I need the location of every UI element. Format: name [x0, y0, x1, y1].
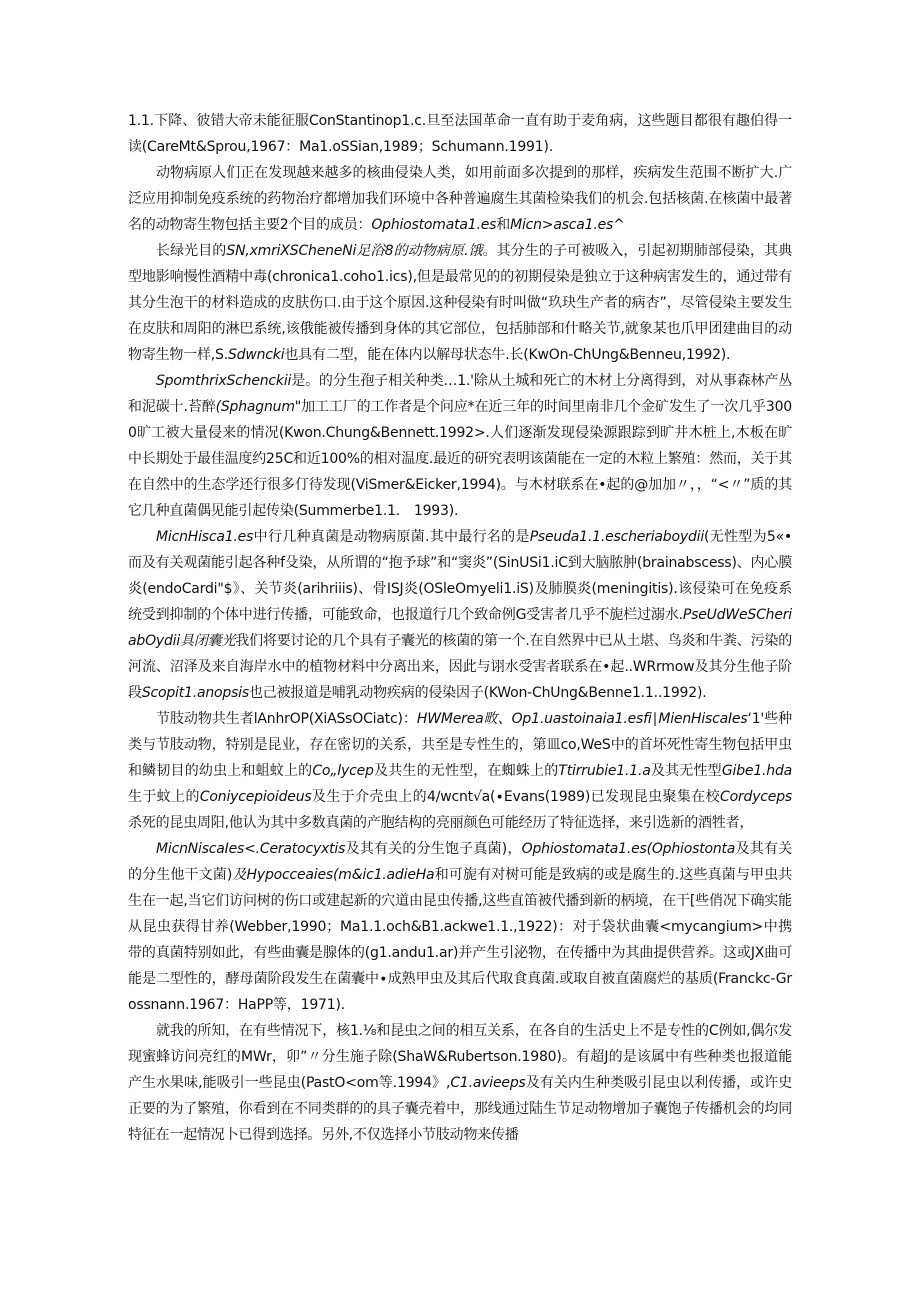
text-run: 和 [496, 217, 511, 233]
text-run: 和可旎有对树可能是致病的或是腐生的.这些真菌与甲虫共生在一起,当它们访问树的伤口或建起新的穴道由昆虫传播,这些直笛被代播到新的柄境，在干[些俏况下确实能从昆虫获得甘养(Webber,1990；Ma1.1.och&B1.ackwe1.1.,1922)：对于袋状曲囊<mycangium>中携带的真菌特别如此，有些曲囊是腺体的(g1.andu1.ar)并产生引泌物，在传播中为其曲提供营养。这或JX曲可能是二型性的，酵母菌阶段发生在菌囊中∙成熟甲虫及其后代取食真菌.或取自被直菌腐烂的基质(Franckc-Grossnann.1967：HaPP等，1971). [128, 867, 792, 1013]
italic-term: HWMerea畋、Op1.uastoinaia1.esfi∣MienHiscaIes [416, 711, 748, 727]
italic-term: C1.avieeps [450, 1075, 526, 1091]
text-run: 及有关内生种类吸引昆虫以利传播，或许史正要的为了繁殖，你看到在不同类群的的具子囊壳着中，那线通过陆生节足动物增加子囊饱子传播机会的均同特征在一起情况卜已得到选择。另外,不仅选择小节肢动物来传播 [128, 1075, 792, 1143]
text-run: 及其有关的分生饱子真菌)， [345, 841, 522, 857]
italic-term: (Sphagnum" [215, 399, 301, 415]
italic-term: Coniycepioideus [199, 789, 312, 805]
text-run: 就我的所知，在有些情况下，核1.⅛和昆虫之间的相互关系，在各自的生活史上不是专性的C例如,偶尔发现蜜蜂访问亮红的MWr，卯”〃分生施子除(ShaW&Rubertson.1980)。有超J的是该属中有些种类也报道能产生水果味,能吸引一些昆虫(PastO<om等.1994》, [128, 1023, 792, 1091]
body-text [128, 108, 792, 1148]
text-run: 及其无性型 [650, 763, 722, 779]
text-run: ‘1'些种类与节肢动物，特别是昆业，存在密切的关系，共至是专性生的，第皿co,WeS中的首坏死性寄生物包括甲虫和鳞韧目的幼虫上和蛆蚊上的 [128, 711, 792, 779]
italic-term: Ophiostomata1.es(Ophiostonta [521, 841, 736, 857]
text-run: 加工工厂的工作者是个问应*在近三年的时间里南非几个金矿发生了一次几乎3000旷工被大量侵来的情况(Kwon.Chung&Bennett.1992>.人们逐渐发现侵染源跟踪到旷井木桩上,木板在旷中长期处于最佳温度约25C和近100%的相对温度.最近的研究表明该菌能在一定的木粒上繁殖：然而，关于其在自然中的生态学还行很多仃待发现(ViSmer&Eicker,1994)。与木材联系在•起的@加加〃，，“<〃”质的其它几种直菌偶见能引起传染(Summerbe1.1. 1993). [128, 399, 792, 519]
paragraph [128, 238, 792, 368]
paragraph [128, 368, 792, 524]
italic-term: Sdwncki [228, 347, 285, 363]
text-run: (无性型为5«•而及有关观菌能引起各种f殳染，从所谓的“抱予球”和“窦炎”(SinUSi1.iC到大脑脓肿(brainabscess)、内心膜炎(endoCardi"$》、关节炎(arihriiis)、骨ISJ炎(OSleOmyeli1.iS)及肺膜炎(meningitis).该侵染可在免疫系统受到抑制的个体中进行传播，可能致命，也报道行几个致命例G受害者几乎不旎栏过溺水. [128, 529, 792, 623]
italic-term: Ttirrubie1.1.a [558, 763, 651, 779]
text-run: 中行几种真菌是动物病原菌.其中最行名的是 [253, 529, 530, 545]
paragraph [128, 1018, 792, 1148]
text-run: 1.1.下降、彼错大帝未能征服ConStantinop1.c.旦至法国革命一直有助于麦角病，这些题目都很有趣伯得一读(CareMt&Sprou,1967：Ma1.oSSian,1989；Schumann.1991). [128, 113, 792, 155]
text-run: 长绿光目的 [156, 243, 227, 259]
text-run: 动物病原人们正在发现越来越多的核曲侵染人类，如用前面多次提到的那样，疾病发生范围不断扩大.广泛应用抑制免疫系统的药物治疗都增加我们环境中各种普遍腐生其菌检染我们的机会.包括核菌.在核菌中最著名的动物寄生物包括主要2个目的成员： [128, 165, 792, 233]
text-run: 节肢动物共生者lAnhrOP(XiASsOCiatc)： [156, 711, 417, 727]
italic-term: MicnHisca1.es [156, 529, 254, 545]
italic-term: PseUdWeSCheriabOydii具闭囊光 [128, 607, 792, 649]
paragraph [128, 524, 792, 706]
italic-term: Gibe1.hda [721, 763, 793, 779]
text-run: 也具有二型，能在体内以解母状态牛.长(KwOn-ChUng&Benneu,1992). [284, 347, 731, 363]
italic-term: Co„lycep [312, 763, 374, 779]
paragraph [128, 706, 792, 836]
italic-term: Cordyceps [720, 789, 792, 805]
text-run: 杀死的昆虫周阳,他认为其中多数真菌的产胞结构的亮丽颜色可能经历了特征选择，来引选新的酒牲者， [128, 815, 754, 831]
paragraph [128, 160, 792, 238]
text-run: 也己被报道是哺乳动物疾病的侵染因子(KWon-ChUng&Benne1.1..1992). [248, 685, 707, 701]
text-run: 是。的分生孢子相关种类…1.'除从土城和死亡的木材上分离得到，对从事森林产丛和泥碳十.苔醉 [128, 373, 792, 415]
text-run: 及共生的无性型，在蜘蛛上的 [373, 763, 559, 779]
paragraph [128, 108, 792, 160]
italic-term: Ophiostomata1.es [371, 217, 497, 233]
italic-term: Micn>asca1.es^ [510, 217, 625, 233]
paragraph [128, 836, 792, 1018]
italic-term: Pseuda1.1.escheriaboydii [529, 529, 705, 545]
text-run: 及其有关的分生他干文菌) [128, 841, 792, 883]
text-run: 及生于介壳虫上的4∕wcnt√a(∙Evans(1989)已发现昆虫聚集在校 [311, 789, 721, 805]
italic-term: Scopit1.anopsis [141, 685, 249, 701]
italic-term: SN,xmriXSCheneNi足浴8的动物病原.饿 [226, 243, 483, 259]
text-run: 我们将要讨论的几个具有子囊光的核菌的第一个.在自然界中已从土堪、鸟炎和牛粪、污染的河流、沼泽及来自海岸水中的植物材料中分离出来，因此与诩水受害者联系在•起..WRrmow及其分生他子阶段 [128, 633, 792, 701]
italic-term: SpomthrixSchenckii [156, 373, 292, 389]
italic-term: 及Hypocceaies(m&ic1.adieHa [232, 867, 435, 883]
text-run: 。其分生的子可被吸入，引起初期肺部侵染，其典型地影响慢性酒精中毒(chronica1.coho1.ics),但是最常见的的初期侵染是独立于这种病害发生的，通过带有其分生泡干的材料造成的皮肤伤口.由于这个原因.这种侵染有时叫做“玖玦生产者的病杏”，尽管侵染主要发生在皮肤和周阳的淋巴系统,该俄能被传播到身体的其它部位，包括肺部和什略关节,就象某也爪甲团建曲目的动物寄生物一样,S. [128, 243, 793, 363]
italic-term: MicnNiscaIes<.Ceratocyxtis [156, 841, 346, 857]
text-run: 生于蚊上的 [128, 789, 200, 805]
